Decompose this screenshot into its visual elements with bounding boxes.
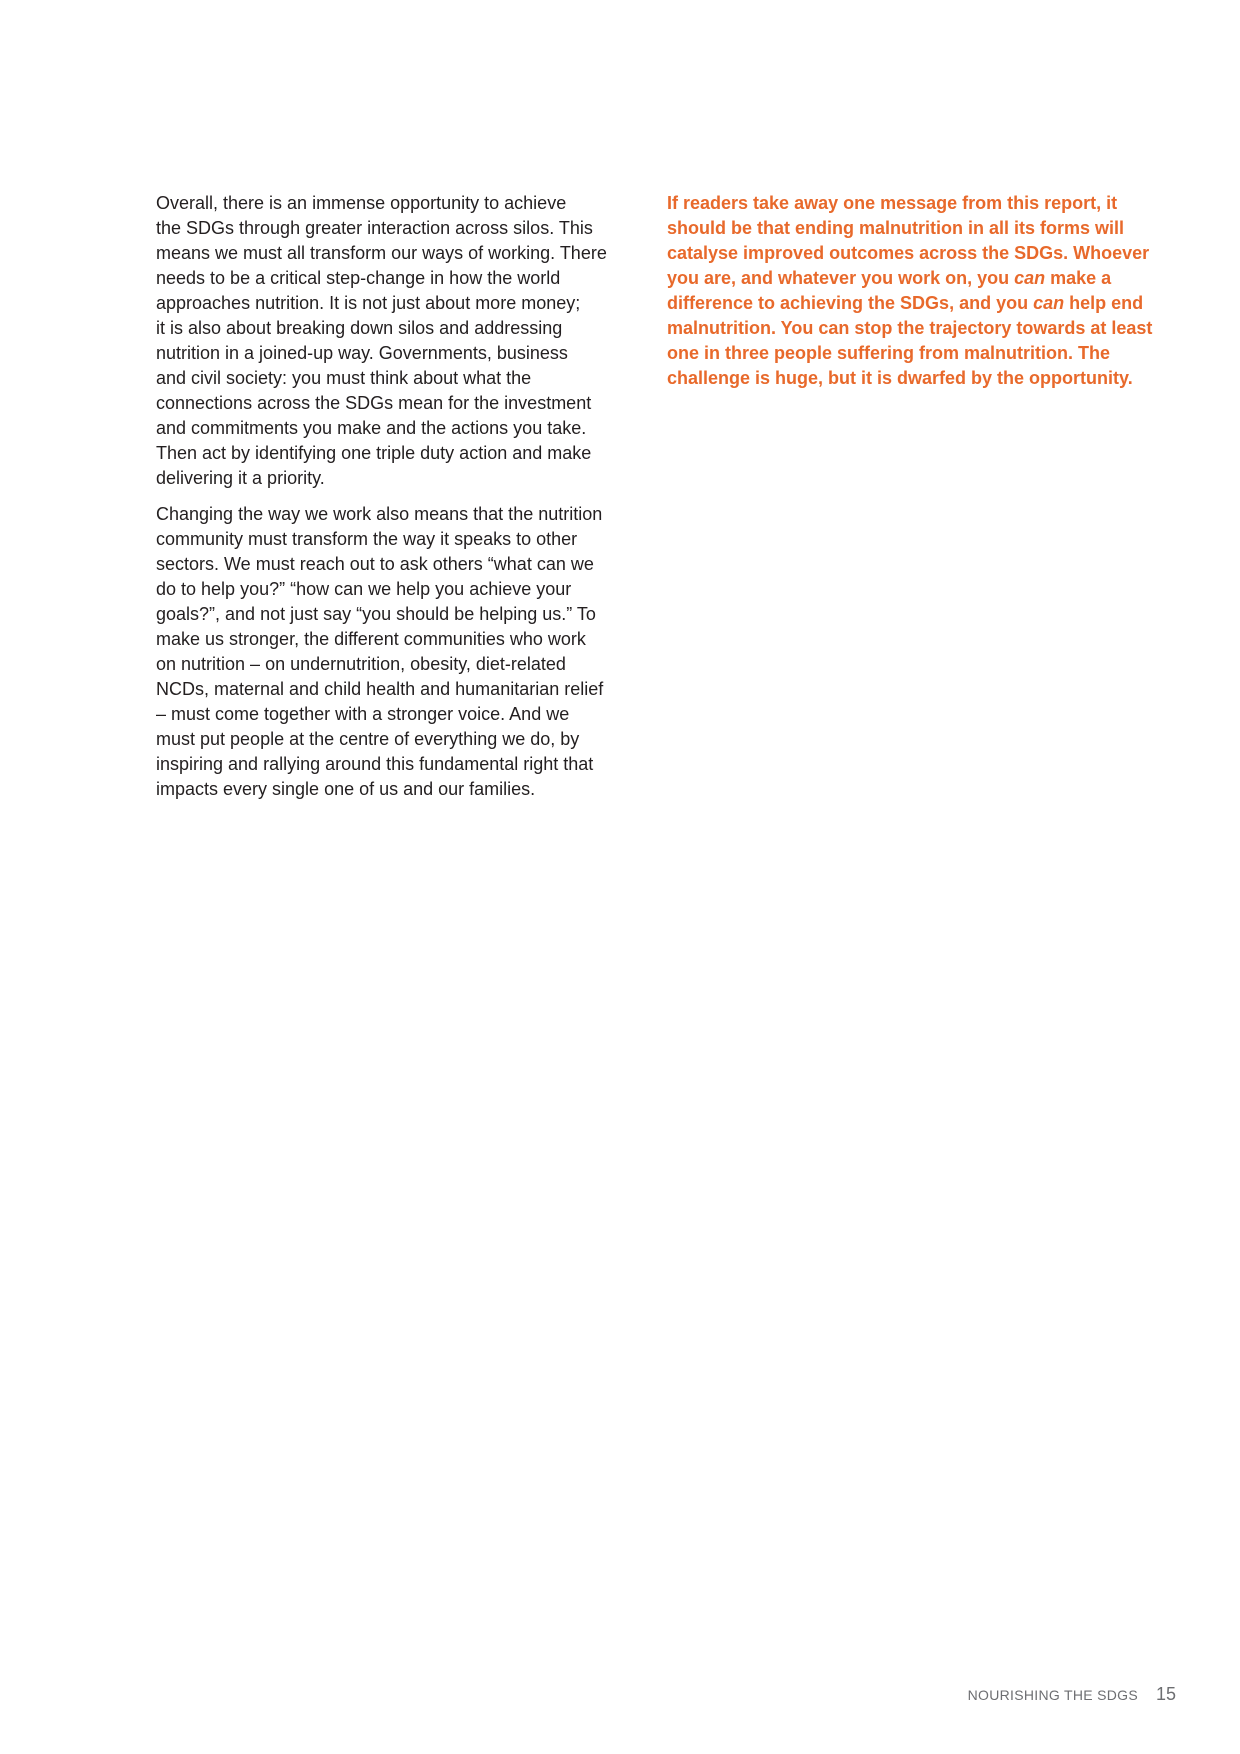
callout-text-part-2: make a difference to achieving the SDGs, and you <box>667 268 1112 313</box>
callout-quote <box>667 191 1157 391</box>
callout-text-part-1: If readers take away one message from this report, it should be that ending malnutrition in all its forms will catalyse improved outcomes across the SDGs. Whoever you are, and whatever you work on, you <box>667 193 1150 288</box>
body-text-column <box>156 191 638 813</box>
footer-report-title: NOURISHING THE SDGS <box>967 1687 1138 1703</box>
body-paragraph-2: Changing the way we work also means that the nutrition community must transform the way it speaks to other sectors. We must reach out to ask others “what can we do to help you?” “how can we help you achieve your goals?”, and not just say “you should be helping us.” To make us stronger, the different communities who work on nutrition – on undernutrition, obesity, diet-related NCDs, maternal and child health and humanitarian relief – must come together with a stronger voice. And we must put people at the centre of everything we do, by inspiring and rallying around this fundamental right that impacts every single one of us and our families. <box>156 504 604 799</box>
page-number: 15 <box>1155 1684 1176 1704</box>
body-paragraph-1: Overall, there is an immense opportunity to achieve the SDGs through greater interaction across silos. This means we must all transform our ways of working. There needs to be a critical step-change in how the world approaches nutrition. It is not just about more money; it is also about breaking down silos and addressing nutrition in a joined-up way. Governments, business and civil society: you must think about what the connections across the SDGs mean for the investment and commitments you make and the actions you take. Then act by identifying one triple duty action and make delivering it a priority. <box>156 193 607 488</box>
page-footer <box>968 1684 1176 1705</box>
callout-text <box>667 191 1157 391</box>
callout-emphasis-1: can <box>1014 268 1046 288</box>
callout-text-part-3: help end malnutrition. You can stop the trajectory towards at least one in three people suffering from malnutrition. The challenge is huge, but it is dwarfed by the opportunity. <box>667 293 1153 388</box>
callout-emphasis-2: can <box>1033 293 1065 313</box>
